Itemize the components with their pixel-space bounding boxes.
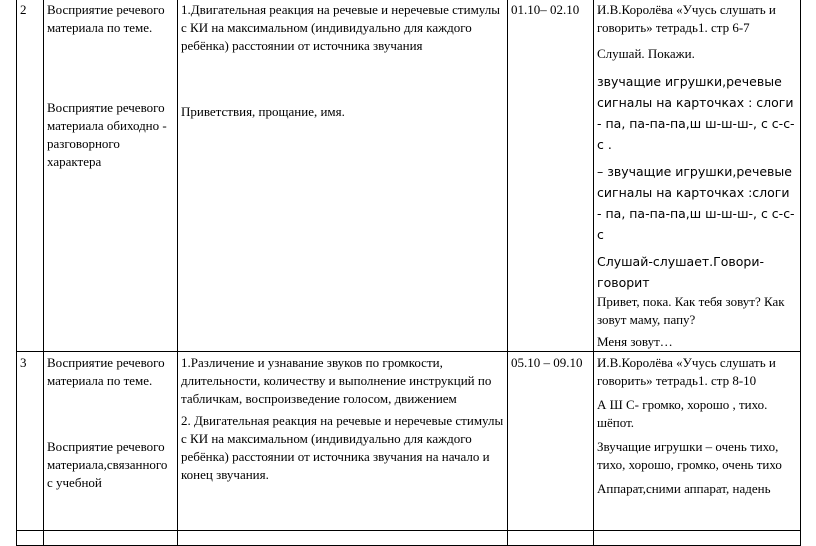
materials-text: Привет, пока. Как тебя зовут? Как зовут маму, папу? [597, 294, 785, 327]
empty-cell [594, 531, 801, 546]
dates-text: 05.10 – 09.10 [511, 355, 583, 370]
topic-text: Восприятие речевого материала,связанного с учебной [47, 439, 168, 490]
content-text: 1.Двигательная реакция на речевые и неречевые стимулы с КИ на максимальном (индивидуально для каждого ребёнка) расстоянии от источника звучания [181, 2, 500, 53]
table-row [17, 531, 801, 546]
materials-text: И.В.Королёва «Учусь слушать и говорить» тетрадь1. стр 6-7 [597, 2, 776, 35]
materials-text: Слушай-слушает.Говори-говорит [597, 254, 765, 290]
lesson-plan-table [16, 0, 801, 546]
content-cell [178, 352, 508, 531]
materials-text: Меня зовут… [597, 334, 673, 349]
table-row [17, 352, 801, 531]
materials-cell [594, 352, 801, 531]
topic-text: Восприятие речевого материала обиходно - разговорного характера [47, 100, 167, 169]
materials-text: Звучащие игрушки – очень тихо, тихо, хорошо, громко, очень тихо [597, 439, 782, 472]
content-text: 1.Различение и узнавание звуков по громкости, длительности, количеству и выполнение инструкций по табличкам, воспроизведение голосом, движением [181, 355, 492, 406]
empty-cell [44, 531, 178, 546]
dates-text: 01.10– 02.10 [511, 2, 580, 17]
topic-cell [44, 352, 178, 531]
empty-cell [17, 531, 44, 546]
materials-text: звучащие игрушки,речевые сигналы на карточках : слоги - па, па-па-па,ш ш-ш-ш-, с с-с-с . [597, 74, 795, 152]
empty-cell [508, 531, 594, 546]
row-number-cell [17, 0, 44, 352]
materials-text: Слушай. Покажи. [597, 46, 695, 61]
materials-cell [594, 0, 801, 352]
table-row [17, 0, 801, 352]
row-number: 3 [20, 355, 27, 370]
topic-text: Восприятие речевого материала по теме. [47, 355, 165, 388]
topic-cell [44, 0, 178, 352]
dates-cell [508, 0, 594, 352]
materials-text: – звучащие игрушки,речевые сигналы на карточках :слоги - па, па-па-па,ш ш-ш-ш-, с с-с-с [597, 164, 795, 242]
content-text: 2. Двигательная реакция на речевые и неречевые стимулы с КИ на максимальном (индивидуально для каждого ребёнка) расстоянии от источника звучания на начало и конец звучания. [181, 413, 504, 482]
dates-cell [508, 352, 594, 531]
content-text: Приветствия, прощание, имя. [181, 104, 345, 119]
materials-text: Аппарат,сними аппарат, надень [597, 481, 771, 496]
topic-text: Восприятие речевого материала по теме. [47, 2, 165, 35]
row-number: 2 [20, 2, 27, 17]
materials-text: И.В.Королёва «Учусь слушать и говорить» тетрадь1. стр 8-10 [597, 355, 776, 388]
materials-text: А Ш С- громко, хорошо , тихо. шёпот. [597, 397, 768, 430]
content-cell [178, 0, 508, 352]
empty-cell [178, 531, 508, 546]
row-number-cell [17, 352, 44, 531]
